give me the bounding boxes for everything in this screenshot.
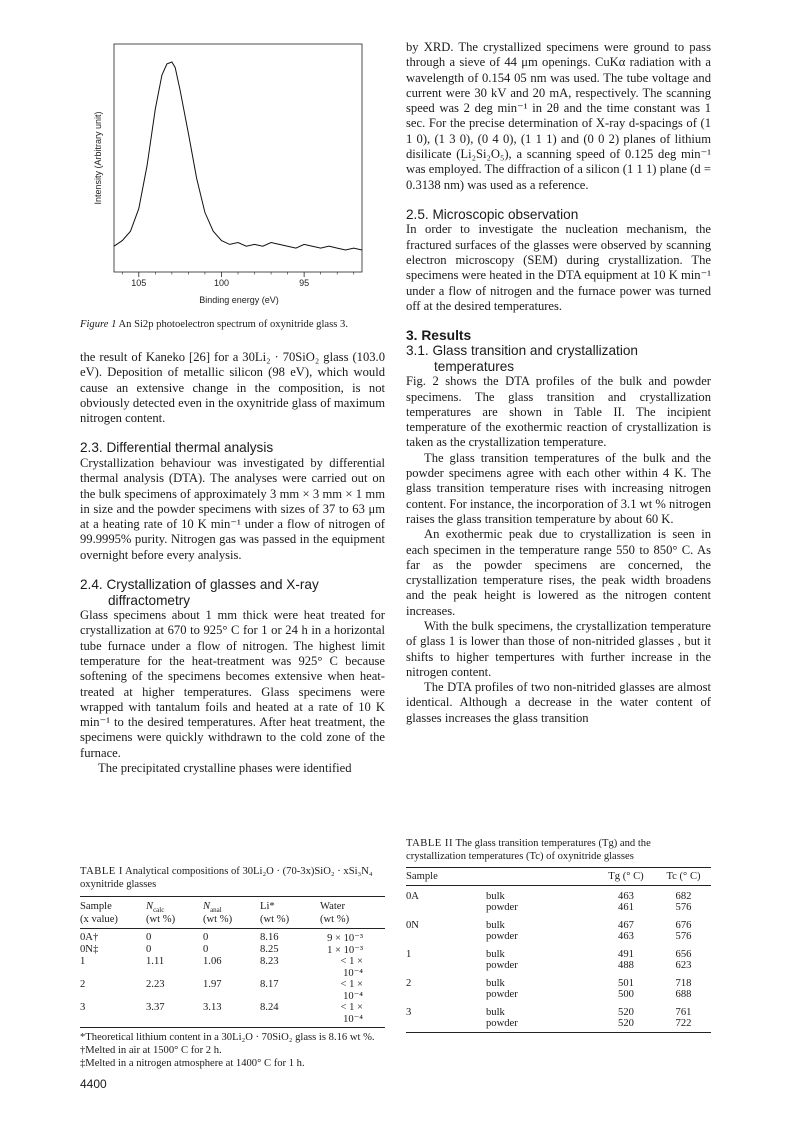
table-1-header-cell: $N_{anal}$ [203,901,222,915]
paragraph-3-1-e: The DTA profiles of two non-nitrided glasses are almost identical. Although a decrease in the water content of glasses increases the glass transition [406,680,711,725]
table-1-subheader-cell: (wt %) [203,914,233,926]
table-2-cell: bulk [486,891,505,902]
x-tick-label: 95 [299,278,310,288]
paragraph-2-4: Glass specimens about 1 mm thick were heat treated for crystallization at 670 to 925° C for 1 or 24 h in a horizontal tube furnace under a flow of nitrogen. The highest limit temperature for the heat-treatment was 925° C because softening of the specimens becomes extensive when heat-treated at higher temperatures. Glass specimens were wrapped with tantalum foils and heated at a rate of 10 K min⁻¹ to the desired temperatures. After heat treatment, the specimens were quickly withdrawn to the cold zone of the furnace. [80,608,385,760]
table-2-cell: 501 [618,978,634,989]
table-1-cell: 3.13 [203,1002,222,1014]
table-1-title [80,865,385,891]
plot-frame [114,44,362,272]
table-1-row [80,979,385,1002]
table-2-cell: powder [486,902,518,913]
table-2-row [406,1018,711,1033]
table-2-cell: bulk [486,949,505,960]
table-1-cell: 0A† [80,932,99,944]
heading-3-1-line1: 3.1. Glass transition and crystallization [406,343,638,359]
table-1-cell: 8.24 [260,1002,279,1014]
page-number: 4400 [80,1077,107,1091]
table-2-cell: bulk [486,1007,505,1018]
table-2-cell: 463 [618,931,634,942]
heading-2-4-line1: 2.4. Crystallization of glasses and X-ray [80,577,319,593]
table-2-header-cell: Sample [406,871,438,882]
table-1-cell: 9 × 10⁻³ [327,933,363,945]
table-2-cell: 3 [406,1007,412,1018]
paragraph-3-1-c: An exothermic peak due to crystallization is seen in each specimen in the temperature range 550 to 850° C. As far as the powder specimens are concerned, the crystallization temperature rises, the peak width broadens and the peak height is lowered as the nitrogen content increases. [406,527,711,618]
heading-3: 3. Results [406,328,472,344]
spectrum-line [114,62,362,250]
table-2-header-cell: Tc (° C) [666,871,701,882]
paragraph-2-3: Crystallization behaviour was investigated by differential thermal analysis (DTA). The analyses were carried out on the bulk specimens of approximately 3 mm × 3 mm × 1 mm in size and the powder specimens with sizes of 37 to 63 μm at a heating rate of 10 K min⁻¹ under a flow of nitrogen of 99.9995% purity. Nitrogen gas was passed in the equipment overnight before every analysis. [80,455,385,562]
table-2-cell: 576 [675,902,692,913]
table-2-cell: 722 [675,1018,692,1029]
table-2-grid [406,867,711,1033]
table-1-header-row [80,897,385,915]
paragraph-2-4-b: The precipitated crystalline phases were identified [98,761,352,776]
left-column [80,350,385,776]
table-1-cell: 0 [146,944,152,956]
table-1-note: *Theoretical lithium content in a 30Li₂O · 70SiO₂ glass is 8.16 wt %. [80,1032,375,1044]
table-1-cell: 3.37 [146,1002,165,1014]
table-1-note: ‡Melted in a nitrogen atmosphere at 1400° C for 1 h. [80,1058,305,1070]
table-2-cell: 520 [618,1018,634,1029]
table-2-cell: 623 [675,960,692,971]
paragraph-continued-xrd: by XRD. The crystallized specimens were ground to pass through a sieve of 44 μm openings. CuKα radiation with a wavelength of 0.154 05 nm was used. The tube voltage and current were 30 kV and 20 mA, respectively. The scanning speed was 2 deg min⁻¹ in 2θ and the time constant was 1 sec. For the precise determination of X-ray d-spacings of (1 1 0), (1 3 0), (0 4 0), (1 1 1) and (0 0 2) planes of lithium disilicate (Li₂Si₂O₅), a scanning speed of 0.125 deg min⁻¹ was employed. The diffraction of a silicon (1 1 1) plane (d = 0.3138 nm) was used as a reference. [406,40,711,192]
table-2-cell: 488 [618,960,634,971]
table-2 [406,837,711,1033]
table-1-cell: 0 [203,932,209,944]
heading-2-4 [80,577,385,608]
table-2-header-row [406,868,711,886]
table-1-row [80,944,385,956]
heading-2-4-line2: diffractometry [108,592,191,608]
table-2-cell: 500 [618,989,634,1000]
x-axis-label: Binding energy (eV) [199,295,279,305]
table-1-header-cell: Sample [80,901,112,912]
table-2-cell: 463 [618,891,634,902]
x-tick-label: 100 [213,278,229,288]
x-tick-label: 105 [131,278,147,288]
table-2-cell: 0A [406,891,419,902]
figure-1 [80,40,374,340]
table-1-cell: 1 × 10⁻³ [327,945,363,957]
table-2-cell: powder [486,931,518,942]
paragraph-3-1-b: The glass transition temperatures of the bulk and the powder specimens agree with each other within 4 K. The glass transition temperature rises with increasing nitrogen content. For instance, the incorporation of 3.1 wt % nitrogen raises the glass transition temperature by about 60 K. [406,450,711,526]
table-1-row [80,956,385,979]
spectrum-chart [84,40,374,315]
table-2-cell: 461 [618,902,634,913]
paragraph-3-1-a: Fig. 2 shows the DTA profiles of the bulk and powder specimens. The glass transition and crystallization temperatures are shown in Table II. The incipient temperature of the exothermic reaction of crystallization is taken as the crystallization temperature. [406,374,711,450]
table-2-cell: 761 [675,1007,692,1018]
table-2-row [406,902,711,913]
table-2-header-cell: Tg (° C) [608,871,644,882]
table-1-subheader-cell: (wt %) [320,914,350,926]
table-2-cell: 718 [675,978,692,989]
table-1-title-text: Analytical compositions of 30Li₂O · (70-3x)SiO₂ · xSi₃N₄ oxynitride glasses [80,866,373,890]
table-1-cell: 8.16 [260,932,279,944]
table-2-row [406,989,711,1000]
table-2-cell: 576 [675,931,692,942]
table-1-cell: 8.25 [260,944,279,956]
table-1-subheader-cell: (wt %) [146,914,176,926]
paragraph-2-5: In order to investigate the nucleation mechanism, the fractured surfaces of the glasses were observed by scanning electron microscopy (SEM) during crystallization. The specimens were heated in the DTA equipment at 10 K min⁻¹ under a flow of nitrogen and the furnace power was turned off at the desired temperatures. [406,222,711,313]
table-2-cell [406,1018,486,1033]
right-column [406,40,711,726]
table-2-cell: powder [486,1018,518,1029]
table-1-cell: 0 [146,932,152,944]
table-1-cell: 8.17 [260,979,279,991]
table-1-cell: 2 [80,979,86,991]
table-2-row [406,971,711,989]
table-2-cell [406,902,486,913]
table-1-cell: 1.06 [203,956,222,968]
table-2-header-cell [486,868,596,886]
table-1-subheader-cell: (wt %) [260,914,290,926]
table-2-cell: 520 [618,1007,634,1018]
table-2-cell: 467 [618,920,634,931]
table-2-cell: powder [486,989,518,1000]
table-2-cell: bulk [486,920,505,931]
table-2-cell: 676 [675,920,692,931]
heading-3-1 [406,343,711,374]
table-2-cell [406,960,486,971]
table-2-cell: 1 [406,949,412,960]
table-2-cell [406,931,486,942]
table-1-subheader-row [80,914,385,929]
table-1-cell: 8.23 [260,956,279,968]
table-1-notes [80,1031,385,1070]
heading-2-3: 2.3. Differential thermal analysis [80,440,274,456]
table-2-cell: 688 [675,989,692,1000]
paragraph-continued: the result of Kaneko [26] for a 30Li₂ · 70SiO₂ glass (103.0 eV). Deposition of metallic silicon (98 eV), which would cause an extensive change in the composition, is not obviously detected even in the oxynitride glass of maximum nitrogen content. [80,350,385,426]
table-2-cell: 2 [406,978,412,989]
figure-1-caption-text: An Si2p photoelectron spectrum of oxynitride glass 3. [118,319,348,330]
table-1-cell: 1 [80,956,86,968]
paragraph-3-1-d: With the bulk specimens, the crystallization temperature of glass 1 is lower than those of non-nitrided glasses , but it shifts to higher tempertures with further increase in the nitrogen content. [406,619,711,679]
heading-2-5: 2.5. Microscopic observation [406,206,579,222]
figure-1-caption [80,318,380,331]
table-1-cell: < 1 × 10⁻⁴ [340,1002,363,1026]
table-2-row [406,942,711,960]
table-1-row [80,929,385,945]
table-2-label: TABLE II [406,838,453,849]
table-1-grid [80,896,385,1028]
heading-3-1-line2: temperatures [434,358,515,374]
table-2-row [406,886,711,903]
table-1-cell: 1.97 [203,979,222,991]
table-1-cell: < 1 × 10⁻⁴ [340,956,363,980]
table-1-row [80,1002,385,1028]
table-2-cell: 0N [406,920,419,931]
y-axis-label: Intensity (Arbitrary unit) [93,111,103,205]
table-2-cell: 656 [675,949,692,960]
table-2-cell: powder [486,960,518,971]
table-2-cell [406,989,486,1000]
table-1-cell: 0 [203,944,209,956]
table-1-cell: 0N‡ [80,944,99,956]
table-1-cell: < 1 × 10⁻⁴ [340,979,363,1003]
table-2-cell: bulk [486,978,505,989]
table-1-note: †Melted in air at 1500° C for 2 h. [80,1045,222,1057]
table-2-row [406,931,711,942]
table-2-row [406,913,711,931]
table-1-label: TABLE I [80,866,123,877]
table-2-title [406,837,711,863]
table-2-row [406,1000,711,1018]
table-1-cell: 2.23 [146,979,165,991]
table-2-cell: 491 [618,949,634,960]
table-2-row [406,960,711,971]
table-2-title-text: The glass transition temperatures (Tg) and the crystallization temperatures (Tc) of oxynitride glasses [406,838,651,862]
table-1-header-cell: Water [320,901,346,912]
figure-1-caption-label: Figure 1 [80,319,117,330]
table-2-cell: 682 [675,891,692,902]
table-1-cell: 1.11 [146,956,165,968]
table-1-header-cell: $N_{calc}$ [146,901,165,915]
table-1 [80,865,385,1070]
table-1-cell: 3 [80,1002,86,1014]
table-1-header-cell: Li* [260,901,275,912]
table-1-subheader-cell: (x value) [80,914,118,926]
